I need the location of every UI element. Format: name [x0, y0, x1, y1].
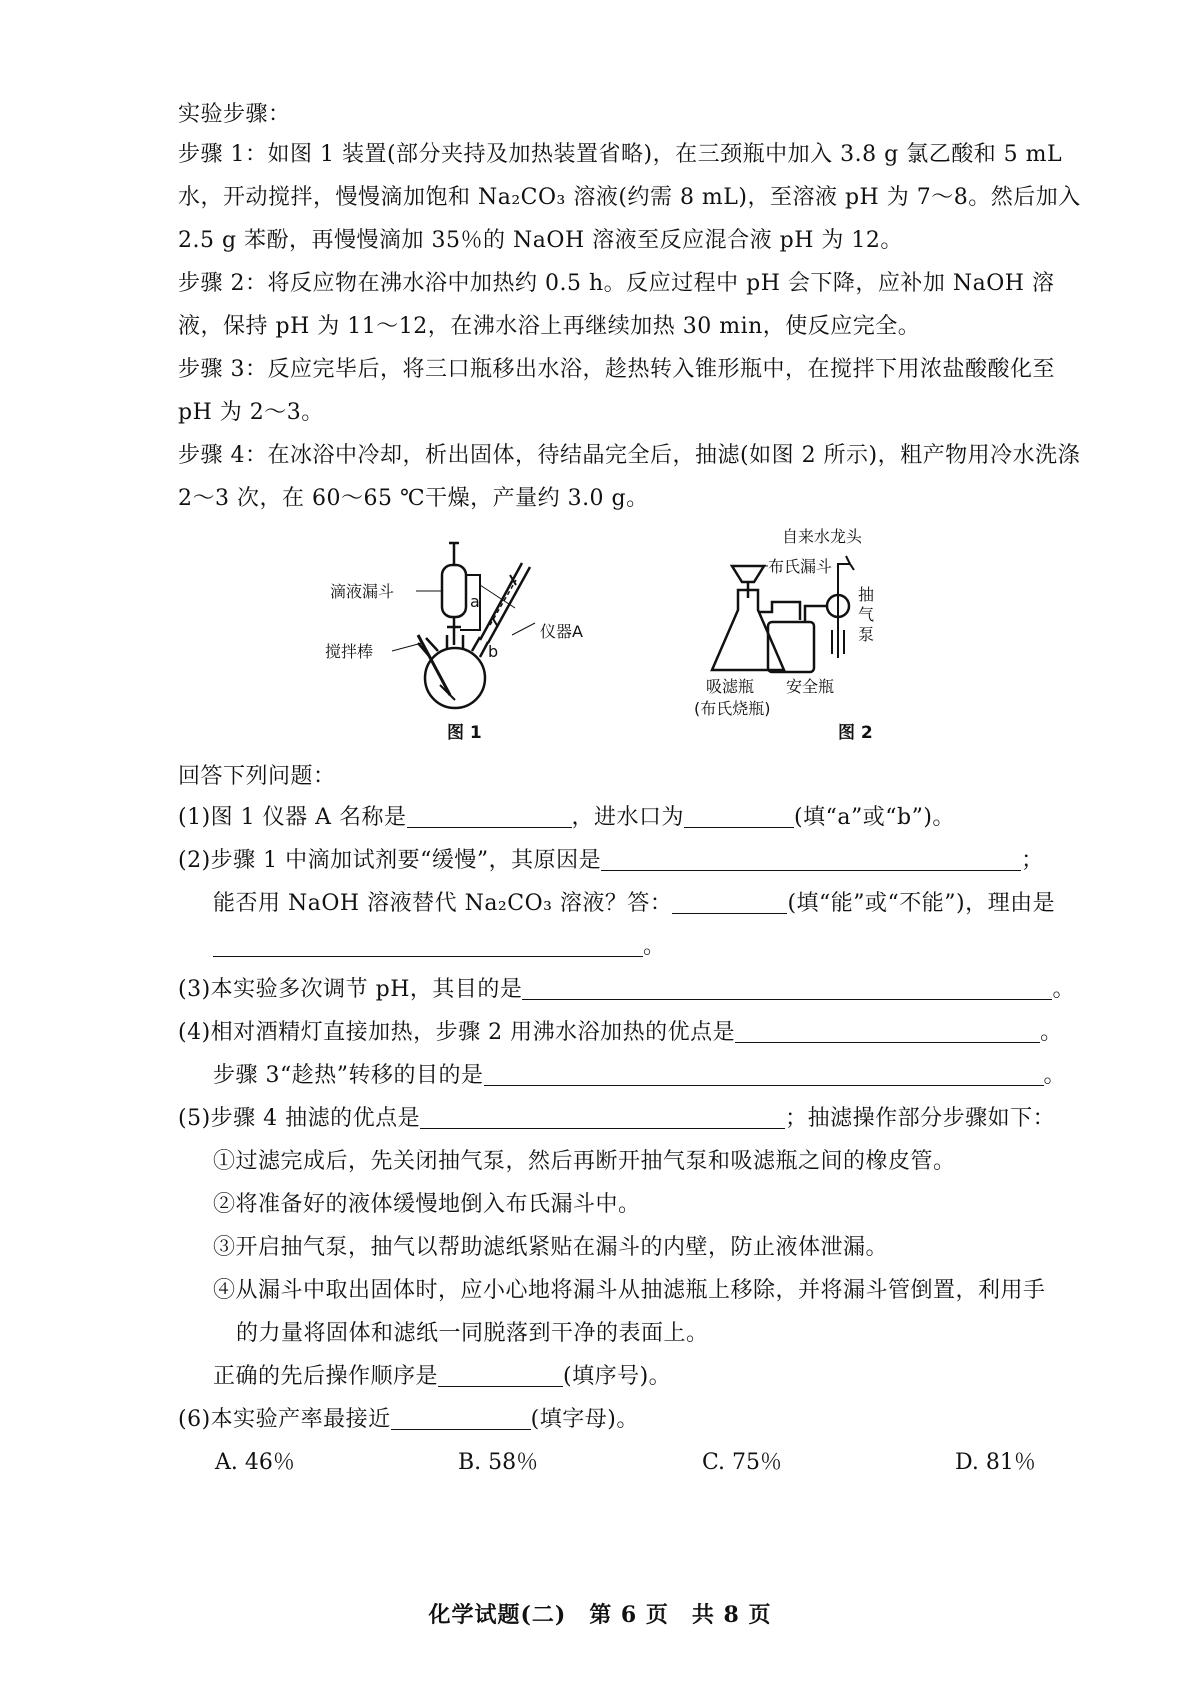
label-pump-2: 气	[858, 605, 875, 624]
q4-text: 步骤 3“趁热”转移的目的是	[213, 1063, 484, 1088]
q3-text: (3)本实验多次调节 pH，其目的是	[178, 977, 523, 1002]
q5-blank-advantage[interactable]	[420, 1106, 785, 1129]
label-tap: 自来水龙头	[782, 527, 863, 546]
step-line: 步骤 2：将反应物在沸水浴中加热约 0.5 h。反应过程中 pH 会下降，应补加 NaOH 溶	[178, 271, 1055, 296]
dropping-funnel	[442, 565, 466, 617]
label-dropping-funnel: 滴液漏斗	[330, 582, 395, 601]
q2-text: 。	[643, 934, 666, 959]
q2-text: ；	[1021, 848, 1044, 873]
q6-text: (填字母)。	[530, 1407, 639, 1432]
q6-blank[interactable]	[391, 1407, 531, 1430]
label-pump-1: 抽	[858, 585, 875, 604]
label-stirrer: 搅拌棒	[325, 642, 374, 661]
q4-text: 。	[1040, 1020, 1063, 1045]
instrument-a-condenser	[480, 563, 530, 643]
q5-item: ②将准备好的液体缓慢地倒入布氏漏斗中。	[213, 1192, 641, 1217]
q3-text: 。	[1052, 977, 1075, 1002]
question-4	[178, 1018, 1063, 1048]
q5-item: ①过滤完成后，先关闭抽气泵，然后再断开抽气泵和吸滤瓶之间的橡皮管。	[213, 1149, 956, 1174]
label-instrument-a: 仪器A	[540, 622, 583, 641]
step-line: 步骤 4：在冰浴中冷却，析出固体，待结晶完全后，抽滤(如图 2 所示)，粗产物用冷水洗涤	[178, 443, 1081, 468]
step-line: 步骤 1：如图 1 装置(部分夹持及加热装置省略)，在三颈瓶中加入 3.8 g 氯乙酸和 5 mL	[178, 142, 1063, 167]
step-line: 步骤 3：反应完毕后，将三口瓶移出水浴，趁热转入锥形瓶中，在搅拌下用浓盐酸酸化至	[178, 357, 1055, 382]
q1-blank-inlet[interactable]	[684, 805, 794, 828]
q5-order	[213, 1362, 671, 1392]
step-line: 2～3 次，在 60～65 ℃干燥，产量约 3.0 g。	[178, 486, 649, 511]
section-heading: 实验步骤：	[178, 102, 291, 127]
questions-heading: 回答下列问题：	[178, 764, 336, 789]
q4-text: 。	[1043, 1063, 1067, 1088]
q1-text: ，进水口为	[571, 805, 685, 830]
q4-blank-purpose[interactable]	[484, 1063, 1044, 1086]
figure-1-apparatus	[325, 535, 620, 720]
q5-text: 正确的先后操作顺序是	[213, 1364, 439, 1389]
step-line: 水，开动搅拌，慢慢滴加饱和 Na₂CO₃ 溶液(约需 8 mL)，至溶液 pH 为 7～8。然后加入	[178, 185, 1081, 210]
question-2-reason	[213, 932, 666, 962]
option-d[interactable]: D. 81％	[955, 1450, 1036, 1475]
question-4-sub	[213, 1061, 1066, 1091]
q5-text: ；抽滤操作部分步骤如下：	[785, 1106, 1056, 1131]
q5-item: ④从漏斗中取出固体时，应小心地将漏斗从抽滤瓶上移除，并将漏斗管倒置，利用手	[213, 1278, 1046, 1303]
question-2	[178, 846, 1044, 876]
q2-blank-yes-no[interactable]	[672, 891, 787, 914]
option-a[interactable]: A. 46％	[215, 1450, 295, 1475]
q2-text: (填“能”或“不能”)，理由是	[787, 891, 1056, 916]
q4-blank-advantage[interactable]	[735, 1020, 1040, 1043]
q4-text: (4)相对酒精灯直接加热，步骤 2 用沸水浴加热的优点是	[178, 1020, 736, 1045]
q1-blank-name[interactable]	[407, 805, 572, 828]
question-6	[178, 1405, 639, 1435]
label-a: a	[470, 592, 480, 611]
buchner-funnel	[732, 566, 764, 582]
q2-blank-why[interactable]	[213, 934, 643, 957]
q2-blank-reason[interactable]	[601, 848, 1021, 871]
label-filter-flask-alt: (布氏烧瓶)	[694, 699, 771, 718]
label-pump-3: 泵	[858, 625, 875, 644]
step-line: pH 为 2～3。	[178, 400, 324, 425]
figure-2-caption: 图 2	[838, 723, 873, 743]
q5-item: 的力量将固体和滤纸一同脱落到干净的表面上。	[236, 1321, 709, 1346]
question-1	[178, 803, 955, 833]
q2-text: 能否用 NaOH 溶液替代 Na₂CO₃ 溶液？答：	[213, 891, 673, 916]
label-safety-bottle: 安全瓶	[786, 677, 835, 696]
q5-item: ③开启抽气泵，抽气以帮助滤纸紧贴在漏斗的内壁，防止液体泄漏。	[213, 1235, 889, 1260]
q1-text: (1)图 1 仪器 A 名称是	[178, 805, 407, 830]
q2-text: (2)步骤 1 中滴加试剂要“缓慢”，其原因是	[178, 848, 602, 873]
option-b[interactable]: B. 58％	[458, 1450, 539, 1475]
option-c[interactable]: C. 75％	[702, 1450, 783, 1475]
q6-text: (6)本实验产率最接近	[178, 1407, 391, 1432]
label-b: b	[488, 642, 499, 661]
question-3	[178, 975, 1075, 1005]
step-line: 液，保持 pH 为 11～12，在沸水浴上再继续加热 30 min，使反应完全。	[178, 314, 921, 339]
label-buchner-funnel: 布氏漏斗	[768, 557, 833, 576]
question-5	[178, 1104, 1055, 1134]
figure-1-caption: 图 1	[447, 723, 482, 743]
q3-blank[interactable]	[522, 977, 1052, 1000]
figure-2-apparatus	[694, 527, 970, 720]
q1-text: (填“a”或“b”)。	[794, 805, 955, 830]
q5-blank-order[interactable]	[438, 1364, 563, 1387]
q5-text: (5)步骤 4 抽滤的优点是	[178, 1106, 421, 1131]
page-footer: 化学试题(二) 第 6 页 共 8 页	[428, 1602, 772, 1628]
question-2-sub	[213, 889, 1055, 919]
step-line: 2.5 g 苯酚，再慢慢滴加 35％的 NaOH 溶液至反应混合液 pH 为 12。	[178, 228, 903, 253]
label-filter-flask: 吸滤瓶	[706, 677, 755, 696]
q5-text: (填序号)。	[563, 1364, 672, 1389]
